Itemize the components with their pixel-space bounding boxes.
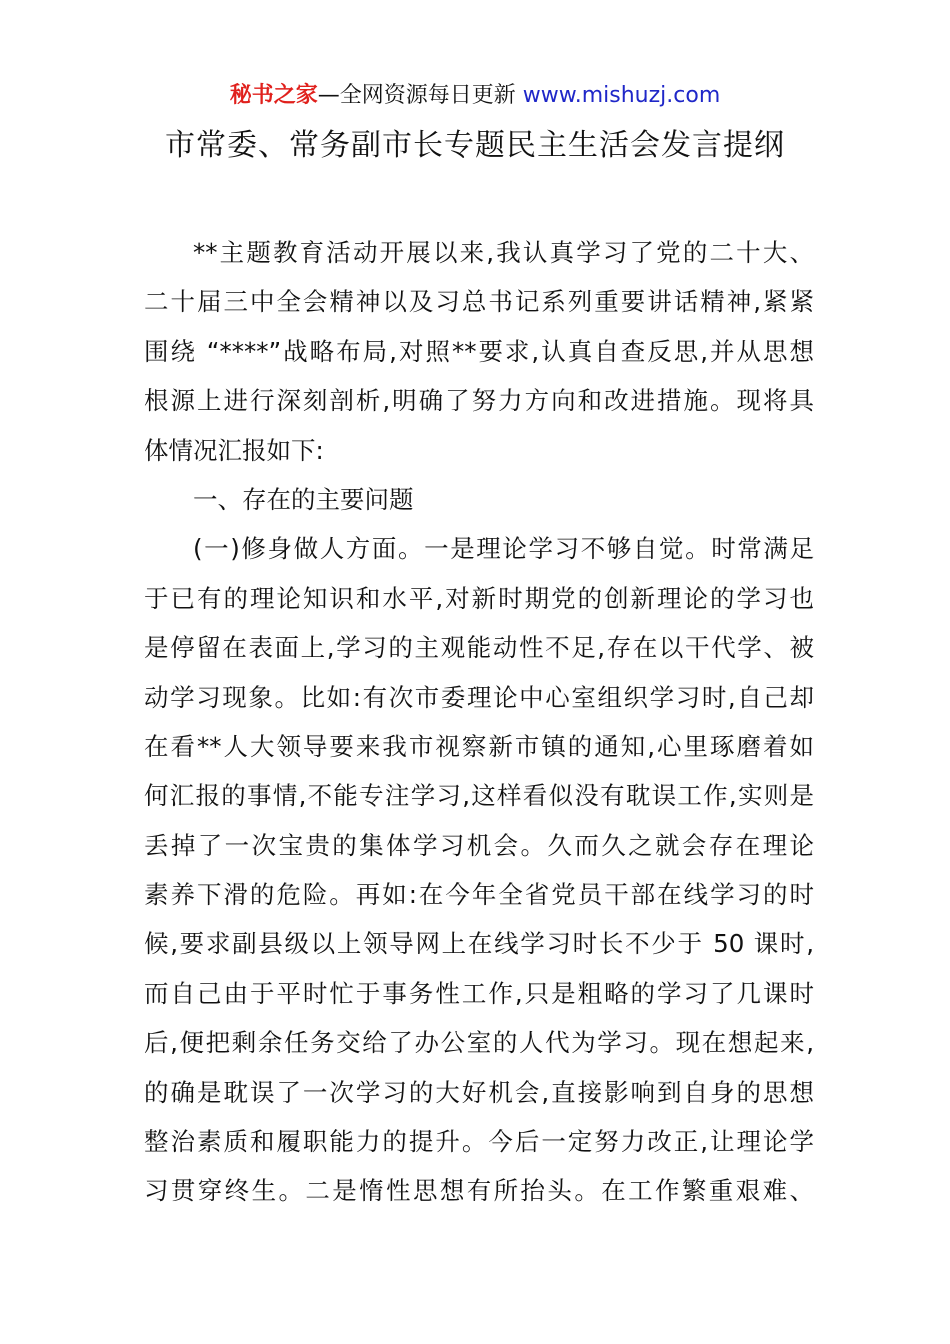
text-line: 而自己由于平时忙于事务性工作,只是粗略的学习了几课时 <box>144 978 814 1008</box>
site-tagline: —全网资源每日更新 <box>317 83 516 108</box>
text-line: 围绕 “****”战略布局,对照**要求,认真自查反思,并从思想 <box>144 336 814 366</box>
text-line: 根源上进行深刻剖析,明确了努力方向和改进措施。现将具 <box>144 386 814 416</box>
text-line: 素养下滑的危险。再如:在今年全省党员干部在线学习的时 <box>144 880 814 910</box>
site-brand: 秘书之家 <box>229 83 318 108</box>
site-header <box>0 80 950 112</box>
section-heading: 一、存在的主要问题 <box>193 484 414 514</box>
text-line: 在看**人大领导要来我市视察新市镇的通知,心里琢磨着如 <box>144 731 814 761</box>
text-line: 是停留在表面上,学习的主观能动性不足,存在以干代学、被 <box>144 633 814 663</box>
text-line: 于已有的理论知识和水平,对新时期党的创新理论的学习也 <box>144 583 814 613</box>
text-line: 候,要求副县级以上领导网上在线学习时长不少于 50 课时, <box>144 929 814 959</box>
text-line: 整治素质和履职能力的提升。今后一定努力改正,让理论学 <box>144 1127 814 1157</box>
text-line: 体情况汇报如下: <box>144 435 324 465</box>
text-line: 二十届三中全会精神以及习总书记系列重要讲话精神,紧紧 <box>144 287 814 317</box>
text-line: 后,便把剩余任务交给了办公室的人代为学习。现在想起来, <box>144 1028 814 1058</box>
text-line: 丢掉了一次宝贵的集体学习机会。久而久之就会存在理论 <box>144 830 814 860</box>
text-line: 习贯穿终生。二是惰性思想有所抬头。在工作繁重艰难、 <box>144 1176 814 1206</box>
text-line: **主题教育活动开展以来,我认真学习了党的二十大、 <box>193 238 814 267</box>
site-url-link[interactable]: www.mishuzj.com <box>522 83 721 108</box>
text-line: (一)修身做人方面。一是理论学习不够自觉。时常满足 <box>193 534 814 564</box>
text-line: 的确是耽误了一次学习的大好机会,直接影响到自身的思想 <box>144 1077 814 1107</box>
text-line: 动学习现象。比如:有次市委理论中心室组织学习时,自己却 <box>144 682 814 712</box>
document-body <box>144 228 814 1216</box>
text-line: 何汇报的事情,不能专注学习,这样看似没有耽误工作,实则是 <box>144 781 814 811</box>
document-title: 市常委、常务副市长专题民主生活会发言提纲 <box>165 128 785 163</box>
